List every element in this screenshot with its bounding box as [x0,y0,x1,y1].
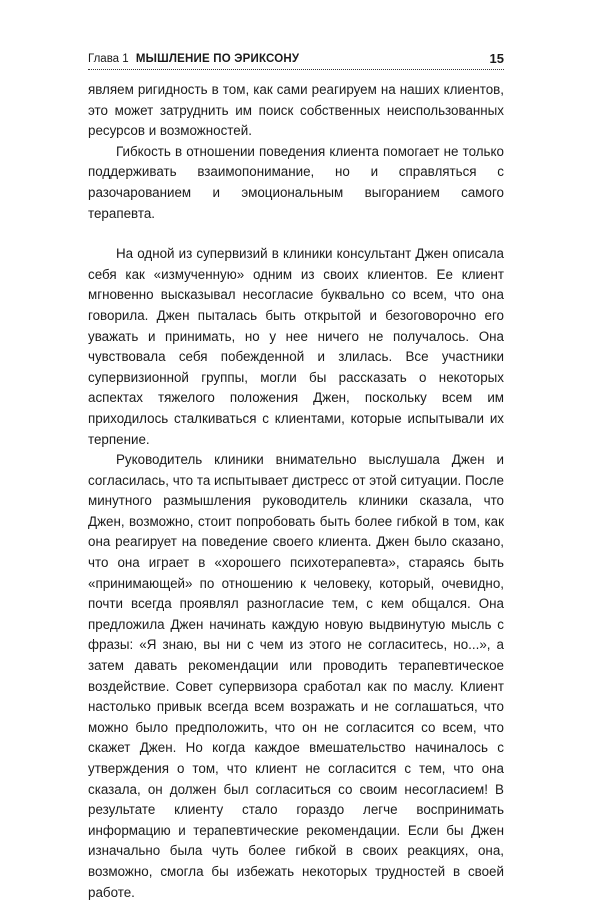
header-divider [88,69,504,70]
paragraph-case-jen: На одной из супервизий в клиники консультант Джен описала себя как «измученную» одним из своих клиентов. Ее клиент мгновенно высказывал несогласие буквально со всем, что она говорила. Джен пыталась быть открытой и безоговорочно его уважать и принимать, но у нее ничего не получалось. Она чувствовала себя побежденной и злилась. Все участники супервизионной группы, могли бы рассказать о некоторых аспектах тяжелого положения Джен, поскольку всем им приходилось сталкиваться с клиентами, которые испытывали их терпение. [88,246,504,447]
paragraph-supervisor-advice: Руководитель клиники внимательно выслушала Джен и согласилась, что та испытывает дистресс от этой ситуации. После минутного размышления руководитель клиники сказала, что Джен, возможно, стоит попробовать быть более гибкой в том, как она реагирует на поведение своего клиента. Джен было сказано, что она играет в «хорошего психотерапевта», стараясь быть «принимающей» по отношению к человеку, который, очевидно, почти всегда проявлял разногласие тем, с кем общался. Она предложила Джен начинать каждую новую выдвинутую мысль с фразы: «Я знаю, вы ни с чем из этого не согласитесь, но...», а затем давать рекомендации или проводить терапевтическое воздействие. Совет супервизора сработал как по маслу. Клиент настолько привык всегда всем возражать и не соглашаться, что можно было предположить, что он не согласится со всем, что скажет Джен. Но когда каждое вмешательство начиналось с утверждения о том, что клиент не согласится с тем, что она сказала, он должен был согласиться со своим несогласием! В результате клиенту стало гораздо легче воспринимать информацию и терапевтические рекомендации. Если бы Джен изначально была чуть более гибкой в своих реакциях, она, возможно, смогла бы избежать некоторых трудностей в своей работе. [88,452,504,900]
running-header [88,52,504,66]
chapter-label: Глава 1 [88,53,129,65]
page-number: 15 [489,51,504,66]
body-text [88,80,504,903]
paragraph-continuation: являем ригидность в том, как сами реагируем на наших клиентов, это может затруднить им поиск собственных неиспользованных ресурсов и возможностей. [88,82,504,139]
paragraph-flexibility: Гибкость в отношении поведения клиента помогает не только поддерживать взаимопонимание, но и справляться с разочарованием и эмоциональным выгоранием самого терапевта. [88,143,504,221]
chapter-heading [88,52,299,66]
chapter-title: МЫШЛЕНИЕ ПО ЭРИКСОНУ [135,53,300,65]
